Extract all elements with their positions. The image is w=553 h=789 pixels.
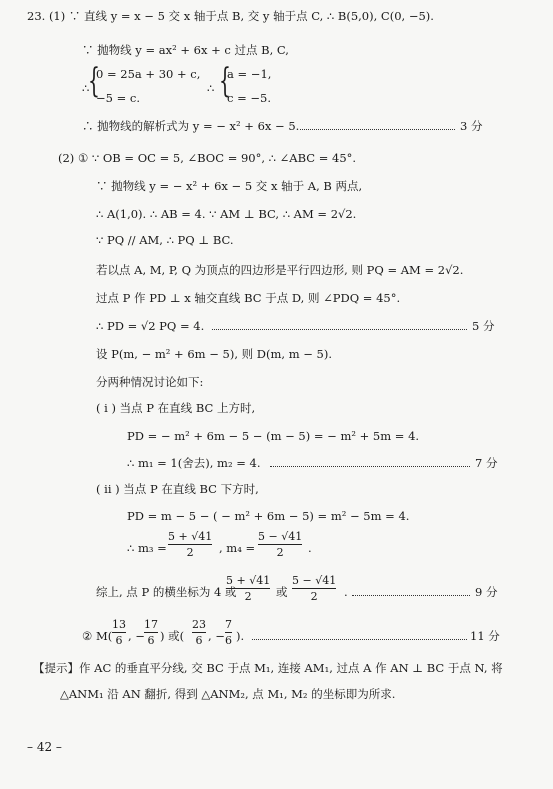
hint-line-1: 【提示】作 AC 的垂直平分线, 交 BC 于点 M₁, 连接 AM₁, 过点 A 作 AN ⊥ BC 于点 N, 将 xyxy=(33,661,503,675)
solution-line-6: ∵ 抛物线 y = − x² + 6x − 5 交 x 轴于 A, B 两点, xyxy=(96,179,363,193)
case-1-heading: ( i ) 当点 P 在直线 BC 上方时, xyxy=(96,401,256,415)
fraction-13-6-denominator: 6 xyxy=(115,634,123,647)
conclusion-prefix: 综上, 点 P 的横坐标为 4 或 xyxy=(96,585,237,599)
fraction-m4 xyxy=(258,530,302,559)
score-5: 5 分 xyxy=(472,319,495,333)
fraction-conclusion-1-denominator: 2 xyxy=(244,590,252,603)
fraction-m3-numerator: 5 + √41 xyxy=(168,530,213,543)
hint-line-2: △ANM₁ 沿 AN 翻折, 得到 △ANM₂, 点 M₁, M₂ 的坐标即为所求. xyxy=(60,687,396,701)
case-2-equation: PD = m − 5 − ( − m² + 6m − 5) = m² − 5m = 4. xyxy=(127,509,410,523)
solution-line-7: ∴ A(1,0). ∴ AB = 4. ∵ AM ⊥ BC, ∴ AM = 2√2. xyxy=(96,207,357,221)
conclusion-or: 或 xyxy=(276,585,288,599)
part-2-2-prefix: ② M( xyxy=(82,629,113,643)
page-number: – 42 – xyxy=(27,740,62,754)
leader-dots-3 xyxy=(270,466,470,467)
comma-minus-2: , − xyxy=(208,629,225,643)
solution-row-a: a = −1, xyxy=(227,67,272,81)
fraction-13-6-numerator: 13 xyxy=(112,618,126,631)
equation-system-row-1: 0 = 25a + 30 + c, xyxy=(96,67,201,81)
leader-dots-5 xyxy=(252,639,467,640)
fraction-23-6-numerator: 23 xyxy=(192,618,206,631)
fraction-m4-numerator: 5 − √41 xyxy=(258,530,303,543)
fraction-17-6-numerator: 17 xyxy=(144,618,158,631)
leader-dots-1 xyxy=(300,129,455,130)
case-2-heading: ( ii ) 当点 P 在直线 BC 下方时, xyxy=(96,482,259,496)
fraction-7-6 xyxy=(225,618,232,647)
solution-row-c: c = −5. xyxy=(227,91,271,105)
case-1-roots: ∴ m₁ = 1(舍去), m₂ = 4. xyxy=(127,456,261,470)
leader-dots-4 xyxy=(352,595,470,596)
solution-line-10: 过点 P 作 PD ⊥ x 轴交直线 BC 于点 D, 则 ∠PDQ = 45°. xyxy=(96,291,401,305)
fraction-conclusion-2 xyxy=(292,574,336,603)
solution-line-1: 23. (1) ∵ 直线 y = x − 5 交 x 轴于点 B, 交 y 轴于点 C, ∴ B(5,0), C(0, −5). xyxy=(27,9,434,23)
score-11: 11 分 xyxy=(470,629,500,643)
case-2-roots-prefix: ∴ m₃ = xyxy=(127,541,167,555)
solution-line-8: ∵ PQ // AM, ∴ PQ ⊥ BC. xyxy=(96,233,234,247)
fraction-17-6 xyxy=(144,618,158,647)
case-2-roots-m4-label: , m₄ = xyxy=(219,541,256,555)
fraction-conclusion-1-numerator: 5 + √41 xyxy=(226,574,271,587)
solution-line-13: 分两种情况讨论如下: xyxy=(96,375,204,389)
solution-line-9: 若以点 A, M, P, Q 为顶点的四边形是平行四边形, 则 PQ = AM = 2√2. xyxy=(96,263,464,277)
equation-system-row-2: −5 = c. xyxy=(96,91,140,105)
leader-dots-2 xyxy=(212,329,467,330)
fraction-7-6-numerator: 7 xyxy=(225,618,232,631)
solution-line-11: ∴ PD = √2 PQ = 4. xyxy=(96,319,205,333)
comma-minus-1: , − xyxy=(128,629,145,643)
or-joiner: ) 或( xyxy=(160,629,185,643)
fraction-m4-denominator: 2 xyxy=(276,546,284,559)
period-1: . xyxy=(308,541,312,555)
fraction-13-6 xyxy=(112,618,126,647)
close-paren: ). xyxy=(236,629,245,643)
fraction-conclusion-2-denominator: 2 xyxy=(310,590,318,603)
solution-line-2: ∵ 抛物线 y = ax² + 6x + c 过点 B, C, xyxy=(82,43,289,57)
fraction-conclusion-1 xyxy=(226,574,270,603)
solution-line-4: ∴ 抛物线的解析式为 y = − x² + 6x − 5. xyxy=(82,119,300,133)
solution-line-5: (2) ① ∵ OB = OC = 5, ∠BOC = 90°, ∴ ∠ABC = 45°. xyxy=(58,151,357,165)
fraction-conclusion-2-numerator: 5 − √41 xyxy=(292,574,337,587)
score-3: 3 分 xyxy=(460,119,483,133)
left-brace-2: { xyxy=(219,61,231,101)
solution-line-12: 设 P(m, − m² + 6m − 5), 则 D(m, m − 5). xyxy=(96,347,333,361)
left-brace-1: { xyxy=(88,61,100,101)
score-9: 9 分 xyxy=(475,585,498,599)
fraction-m3 xyxy=(168,530,212,559)
fraction-7-6-denominator: 6 xyxy=(225,634,232,647)
fraction-23-6-denominator: 6 xyxy=(195,634,203,647)
period-2: . xyxy=(344,585,348,599)
fraction-m3-denominator: 2 xyxy=(186,546,194,559)
therefore-symbol-2: ∴ xyxy=(207,81,215,95)
therefore-symbol-1: ∴ xyxy=(82,81,90,95)
fraction-23-6 xyxy=(192,618,206,647)
fraction-17-6-denominator: 6 xyxy=(147,634,155,647)
score-7: 7 分 xyxy=(475,456,498,470)
case-1-equation: PD = − m² + 6m − 5 − (m − 5) = − m² + 5m = 4. xyxy=(127,429,420,443)
